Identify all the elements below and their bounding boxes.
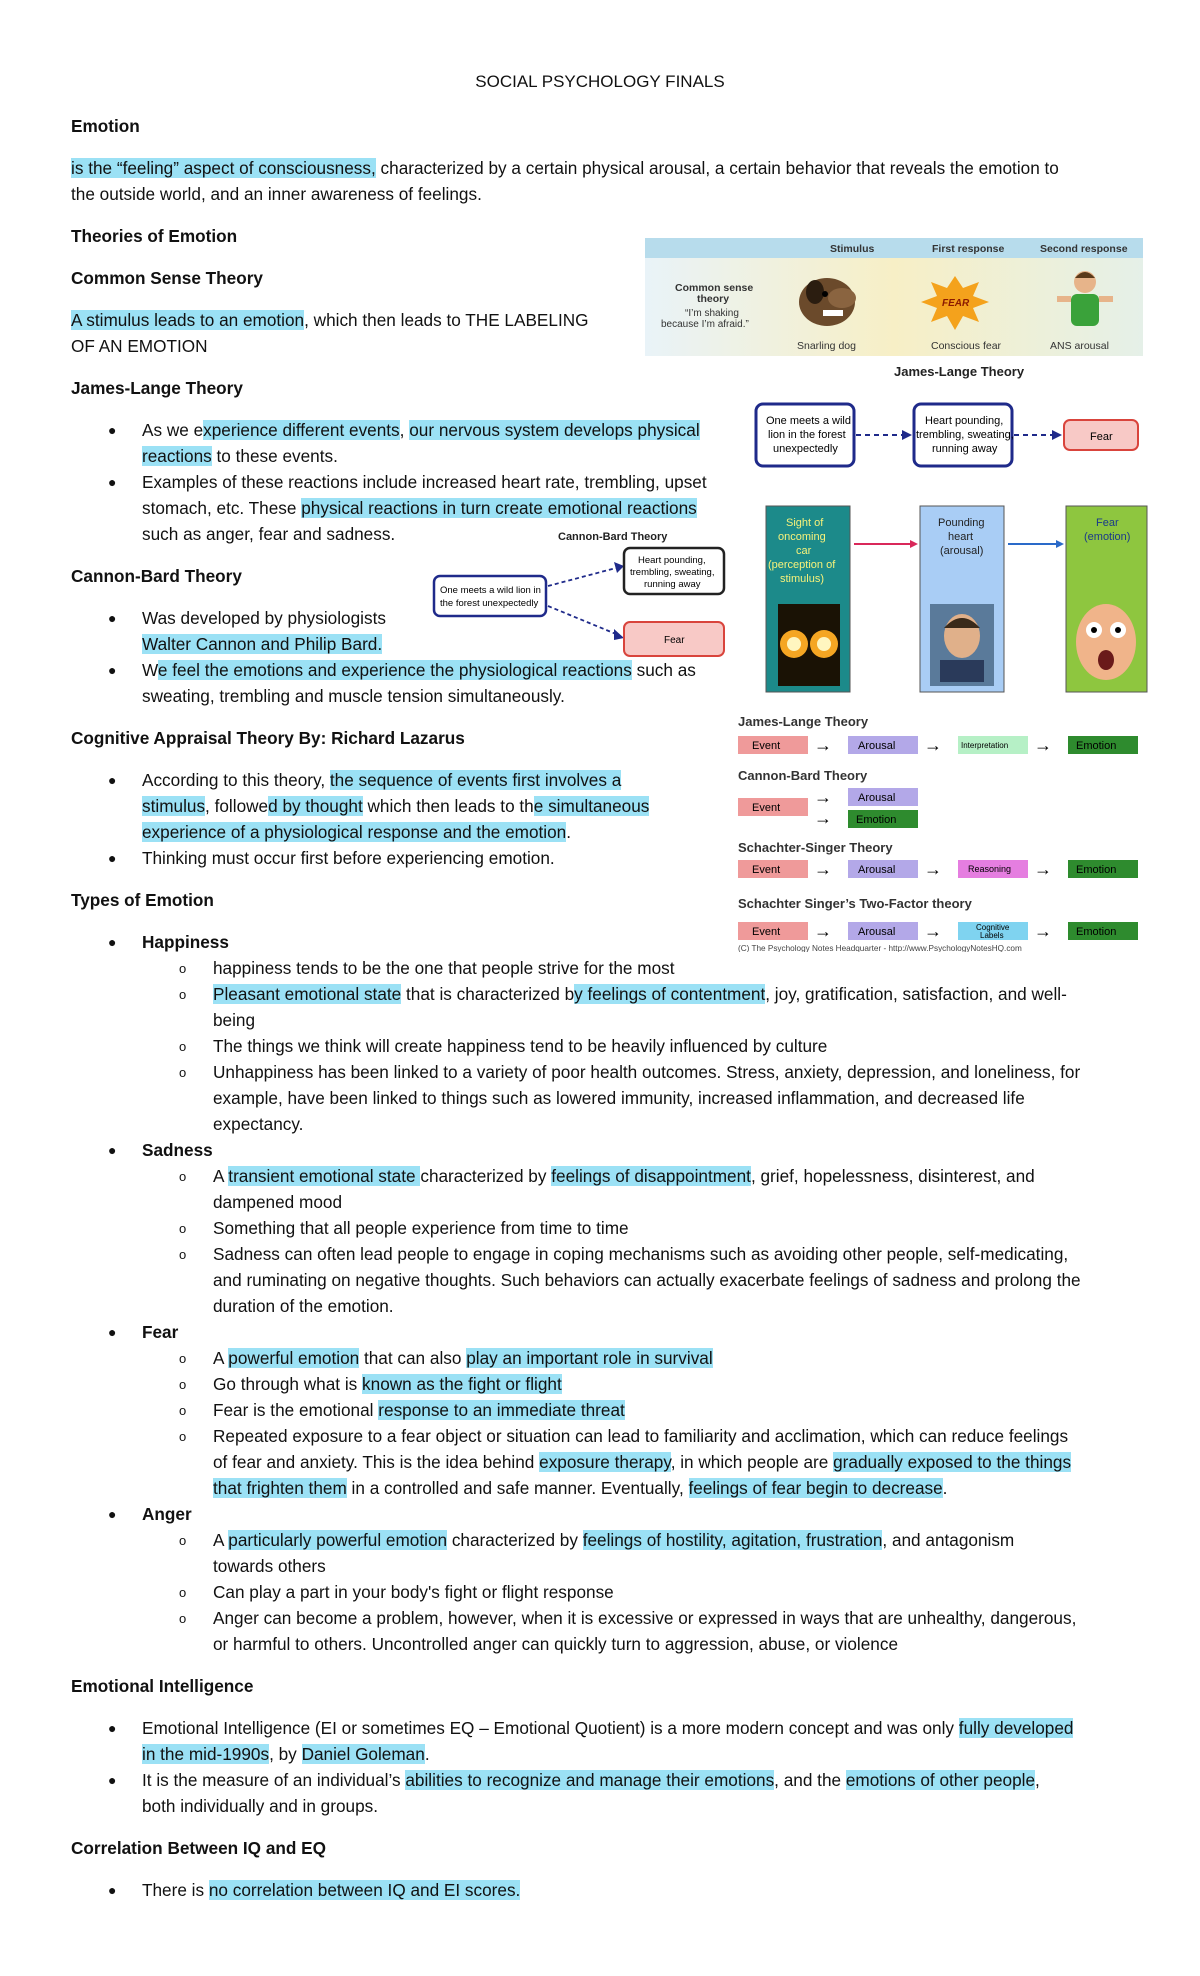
fear-item-4: [179, 1423, 1069, 1449]
bullet-icon: ●: [108, 422, 117, 438]
text: , by: [269, 1744, 302, 1764]
bullet-icon: ●: [108, 1142, 117, 1158]
text: characterized by a certain physical arousal, a certain behavior that reveals the emotion to: [375, 158, 1059, 178]
text: , which then leads to THE LABELING: [304, 310, 589, 330]
highlight: Pleasant emotional state: [213, 984, 402, 1004]
jl-arrowhead-1: [902, 430, 912, 440]
cmp-cb-arousal-label: Arousal: [858, 792, 896, 804]
text: Repeated exposure to a fear object or situation can lead to familiarity and acclimation, which can reduce feelings: [213, 1426, 1069, 1446]
text: which then leads to th: [362, 796, 534, 816]
bullet-icon: ●: [108, 1882, 117, 1898]
arrow-right-icon: →: [1034, 859, 1052, 879]
p2-l3: (arousal): [940, 545, 984, 557]
arrow-right-icon: →: [814, 735, 832, 755]
document-title: SOCIAL PSYCHOLOGY FINALS: [475, 72, 725, 91]
cmp-title-jl: James-Lange Theory: [738, 714, 869, 729]
highlight: y feelings of contentment: [574, 984, 766, 1004]
highlight: our nervous system develops physical: [409, 420, 700, 440]
cmp-title-ss: Schachter-Singer Theory: [738, 840, 893, 855]
cmp-ss2-cog-l2: Labels: [980, 931, 1004, 940]
circle-bullet-icon: o: [179, 1065, 187, 1080]
ei-bullet-1-line2: [142, 1741, 430, 1767]
text: happiness tends to be the one that people strive for the most: [213, 958, 675, 978]
circle-bullet-icon: o: [179, 1429, 187, 1444]
figure-theory-comparison: [736, 712, 1142, 952]
cannon-bard-svg: [430, 526, 730, 660]
sadness-item-1: [179, 1163, 1035, 1189]
circle-bullet-icon: o: [179, 1169, 187, 1184]
highlight: in the mid-1990s: [142, 1744, 270, 1764]
jl-bullet-2-line2: [142, 495, 697, 521]
p1-l3: car: [796, 545, 812, 557]
p1-l4: (perception of: [768, 559, 836, 571]
text: Can play a part in your body's fight or flight response: [213, 1582, 614, 1602]
highlight: d by thought: [268, 796, 363, 816]
cmp-ss-arousal-label: Arousal: [858, 864, 896, 876]
text: , joy, gratification, satisfaction, and well-: [765, 984, 1067, 1004]
jl-arrowhead-2: [1052, 430, 1062, 440]
theory-label-2: theory: [697, 293, 730, 305]
highlight: feelings of hostility, agitation, frustration: [582, 1530, 883, 1550]
bullet-icon: ●: [108, 850, 117, 866]
figure-james-lange-panels: [764, 504, 1149, 694]
text: ,: [1035, 1770, 1040, 1790]
jl-box1-l3: unexpectedly: [773, 443, 838, 455]
terrified-face-icon: [1076, 604, 1136, 680]
cmp-jl-event-label: Event: [752, 740, 781, 752]
arrow-right-icon: →: [1034, 735, 1052, 755]
quote-line-2: because I’m afraid.”: [661, 319, 749, 330]
text: , and the: [774, 1770, 846, 1790]
jl-box1-l1: One meets a wild: [766, 415, 851, 427]
cmp-ss2-arousal-label: Arousal: [858, 926, 896, 938]
jl-bullet-1: [108, 417, 700, 443]
caption-fear: Conscious fear: [931, 340, 1002, 352]
cb-title: Cannon-Bard Theory: [558, 531, 668, 543]
cmp-jl-interpretation-label: Interpretation: [961, 741, 1009, 750]
circle-bullet-icon: o: [179, 1247, 187, 1262]
figure-common-sense-theory: [645, 238, 1143, 356]
p3-l2: (emotion): [1084, 531, 1131, 543]
cmp-title-ss2: Schachter Singer’s Two-Factor theory: [738, 896, 972, 911]
p1-l2: oncoming: [778, 531, 826, 543]
emotion-definition-line2: the outside world, and an inner awareness of feelings.: [71, 184, 482, 204]
cb-box3: Fear: [664, 635, 685, 646]
circle-bullet-icon: o: [179, 1377, 187, 1392]
type-anger: [108, 1501, 192, 1527]
text: According to this theory,: [142, 770, 330, 790]
figure-james-lange-flow: [752, 362, 1142, 474]
bullet-icon: ●: [108, 772, 117, 788]
type-sadness: [108, 1137, 213, 1163]
sadness-item-3-line3: duration of the emotion.: [213, 1296, 394, 1316]
cb-box2-l1: Heart pounding,: [638, 555, 706, 566]
arrow-right-icon: →: [924, 859, 942, 879]
highlight: particularly powerful emotion: [228, 1530, 448, 1550]
text: to these events.: [211, 446, 338, 466]
figure-cannon-bard-flow: [430, 526, 730, 660]
cb-box2-l2: trembling, sweating,: [630, 567, 715, 578]
jl-bullet-1-line2: [142, 443, 338, 469]
happiness-item-3: [179, 1033, 828, 1059]
bullet-icon: ●: [108, 662, 117, 678]
sadness-item-1-line2: dampened mood: [213, 1192, 342, 1212]
text: , followe: [205, 796, 269, 816]
ei-bullet-1: [108, 1715, 1074, 1741]
highlight: exposure therapy: [539, 1452, 671, 1472]
fear-item-4-line3: [213, 1475, 947, 1501]
arrow-right-icon: →: [924, 921, 942, 941]
jl-bullet-2-line3: such as anger, fear and sadness.: [142, 524, 396, 544]
text: Anger: [142, 1504, 192, 1524]
circle-bullet-icon: o: [179, 1221, 187, 1236]
highlight: response to an immediate threat: [378, 1400, 625, 1420]
anger-item-3-line2: or harmful to others. Uncontrolled anger can quickly turn to aggression, abuse, or violence: [213, 1634, 899, 1654]
text: of fear and anxiety. This is the idea behind: [213, 1452, 540, 1472]
heading-common-sense: Common Sense Theory: [71, 268, 263, 288]
p1-l1: Sight of: [786, 517, 824, 529]
caption-ans: ANS arousal: [1050, 340, 1109, 352]
cog-bullet-1-line2: [142, 793, 649, 819]
text: in a controlled and safe manner. Eventually,: [346, 1478, 689, 1498]
circle-bullet-icon: o: [179, 1351, 187, 1366]
col-stimulus: Stimulus: [830, 243, 875, 255]
cmp-jl-arousal-label: Arousal: [858, 740, 896, 752]
text: Happiness: [142, 932, 229, 952]
text: Go through what is: [213, 1374, 363, 1394]
text: Something that all people experience from time to time: [213, 1218, 629, 1238]
anger-item-1: [179, 1527, 1015, 1553]
sadness-item-2: [179, 1215, 629, 1241]
bullet-icon: ●: [108, 1720, 117, 1736]
common-sense-line1: [71, 307, 589, 333]
text: There is: [142, 1880, 209, 1900]
highlight: known as the fight or flight: [362, 1374, 562, 1394]
highlight: that frighten them: [213, 1478, 347, 1498]
anger-item-2: [179, 1579, 614, 1605]
quote-line-1: “I’m shaking: [685, 308, 739, 319]
cmp-ss2-event-label: Event: [752, 926, 781, 938]
jl-box2-l2: trembling, sweating,: [916, 429, 1014, 441]
text: Unhappiness has been linked to a variety of poor health outcomes. Stress, anxiety, depression, and loneliness, for: [213, 1062, 1081, 1082]
highlight: no correlation between IQ and EI scores.: [208, 1880, 521, 1900]
text: Sadness can often lead people to engage in coping mechanisms such as avoiding other people, self-medicating,: [213, 1244, 1069, 1264]
sadness-item-3-line2: and ruminating on negative thoughts. Such behaviors can actually exacerbate feelings of sadness and prolong the: [213, 1270, 1081, 1290]
jl-bullet-2: [108, 469, 707, 495]
highlight: play an important role in survival: [466, 1348, 713, 1368]
cmp-ss-event-label: Event: [752, 864, 781, 876]
cb-bullet-2-line2: sweating, trembling and muscle tension simultaneously.: [142, 686, 565, 706]
cb-box2-l3: running away: [644, 579, 701, 590]
ei-bullet-2-line2: both individually and in groups.: [142, 1796, 379, 1816]
heading-iq-eq: Correlation Between IQ and EQ: [71, 1838, 326, 1858]
cmp-ss2-cog-l1: Cognitive: [976, 923, 1010, 932]
text: Was developed by physiologists: [142, 608, 386, 628]
arrow-right-icon: →: [814, 921, 832, 941]
anger-item-3: [179, 1605, 1077, 1631]
cb-box-stimulus: [434, 576, 546, 616]
happiness-item-2: [179, 981, 1067, 1007]
heading-emotion: Emotion: [71, 116, 140, 136]
text: Examples of these reactions include increased heart rate, trembling, upset: [142, 472, 707, 492]
circle-bullet-icon: o: [179, 961, 187, 976]
cmp-title-cb: Cannon-Bard Theory: [738, 768, 868, 783]
text: that can also: [359, 1348, 467, 1368]
text: stomach, etc. These: [142, 498, 302, 518]
text: Emotional Intelligence (EI or sometimes EQ – Emotional Quotient) is a more modern concept and was only: [142, 1718, 959, 1738]
text: Thinking must occur first before experiencing emotion.: [142, 848, 555, 868]
happiness-item-4-line3: expectancy.: [213, 1114, 304, 1134]
highlight: e feel the emotions and experience the physiological reactions: [157, 660, 632, 680]
bullet-icon: ●: [108, 1506, 117, 1522]
panel-arrowhead-1: [910, 540, 918, 548]
fear-label: FEAR: [942, 298, 970, 309]
bullet-icon: ●: [108, 934, 117, 950]
james-lange-svg: [752, 362, 1142, 474]
driver-face-icon: [930, 604, 994, 686]
cog-bullet-1-line3: [142, 819, 571, 845]
highlight: powerful emotion: [228, 1348, 360, 1368]
p1-l5: stimulus): [780, 573, 825, 585]
cb-bullet-1: [108, 605, 386, 631]
jl-title: James-Lange Theory: [894, 364, 1025, 379]
highlight: experience of a physiological response and the emotion: [142, 822, 567, 842]
text: .: [566, 822, 572, 842]
highlight: Daniel Goleman: [301, 1744, 425, 1764]
cmp-jl-emotion-label: Emotion: [1076, 740, 1117, 752]
jl-box3: Fear: [1090, 431, 1113, 443]
text: Sadness: [142, 1140, 213, 1160]
text: A: [213, 1348, 229, 1368]
text: The things we think will create happiness tend to be heavily influenced by culture: [213, 1036, 828, 1056]
common-sense-svg: [645, 238, 1143, 356]
text: characterized by: [447, 1530, 583, 1550]
happiness-item-4: [179, 1059, 1081, 1085]
highlight: xperience different events: [203, 420, 400, 440]
heading-emotional-intelligence: Emotional Intelligence: [71, 1676, 254, 1696]
caption-dog: Snarling dog: [797, 340, 856, 352]
cb-box1-l2: the forest unexpectedly: [440, 598, 539, 609]
fear-item-4-line2: [213, 1449, 1071, 1475]
highlight: fully developed: [958, 1718, 1074, 1738]
text: such as: [631, 660, 696, 680]
highlight: is the “feeling” aspect of consciousness,: [71, 158, 376, 178]
text: .: [424, 1744, 430, 1764]
circle-bullet-icon: o: [179, 1585, 187, 1600]
col-first-response: First response: [932, 243, 1005, 255]
cb-bullet-2: [108, 657, 696, 683]
text: characterized by: [420, 1166, 552, 1186]
text: Fear: [142, 1322, 179, 1342]
theory-label-1: Common sense: [675, 282, 754, 294]
text: , grief, hopelessness, disinterest, and: [750, 1166, 1035, 1186]
heading-james-lange: James-Lange Theory: [71, 378, 243, 398]
cmp-cb-event-label: Event: [752, 802, 781, 814]
text: ,: [399, 420, 410, 440]
ei-bullet-2: [108, 1767, 1040, 1793]
cmp-ss2-emotion-label: Emotion: [1076, 926, 1117, 938]
jl-box2-l3: running away: [932, 443, 998, 455]
text: that is characterized b: [401, 984, 575, 1004]
fear-item-3: [179, 1397, 625, 1423]
arrow-right-icon: →: [814, 859, 832, 879]
highlight: feelings of disappointment: [551, 1166, 751, 1186]
heading-theories: Theories of Emotion: [71, 226, 238, 246]
col-second-response: Second response: [1040, 243, 1128, 255]
text: .: [942, 1478, 948, 1498]
highlight: transient emotional state: [228, 1166, 421, 1186]
fear-item-2: [179, 1371, 562, 1397]
text: Fear is the emotional: [213, 1400, 379, 1420]
cmp-cb-emotion-label: Emotion: [856, 814, 897, 826]
type-happiness: [108, 929, 229, 955]
jl-box2-l1: Heart pounding,: [925, 415, 1004, 427]
panel-arrowhead-2: [1056, 540, 1064, 548]
highlight: reactions: [142, 446, 212, 466]
happiness-item-1: [179, 955, 675, 981]
fear-item-1: [179, 1345, 713, 1371]
bullet-icon: ●: [108, 1324, 117, 1340]
cb-arrow-up: [548, 568, 616, 586]
cb-box1-l1: One meets a wild lion in: [440, 585, 541, 596]
sadness-item-3: [179, 1241, 1069, 1267]
highlight: A stimulus leads to an emotion: [71, 310, 305, 330]
panels-svg: [764, 504, 1149, 694]
heading-cognitive-appraisal: Cognitive Appraisal Theory By: Richard Lazarus: [71, 728, 465, 748]
cmp-credit: (C) The Psychology Notes Headquarter - http://www.PsychologyNotesHQ.com: [738, 944, 1022, 952]
comparison-svg: [736, 712, 1142, 952]
highlight: stimulus: [142, 796, 206, 816]
circle-bullet-icon: o: [179, 1533, 187, 1548]
cb-arrow-down: [548, 606, 616, 634]
p3-l1: Fear: [1096, 517, 1119, 529]
heading-types-of-emotion: Types of Emotion: [71, 890, 214, 910]
circle-bullet-icon: o: [179, 987, 187, 1002]
cog-bullet-2: [108, 845, 555, 871]
cb-arrowhead-down: [614, 629, 624, 640]
arrow-right-icon: →: [924, 735, 942, 755]
highlight: the sequence of events first involves a: [329, 770, 622, 790]
happiness-item-2-line2: being: [213, 1010, 256, 1030]
arrow-right-icon: →: [1034, 921, 1052, 941]
happiness-item-4-line2: example, have been linked to things such as lowered immunity, increased inflammation, and decreased life: [213, 1088, 1025, 1108]
text: W: [142, 660, 158, 680]
cmp-ss-reasoning-label: Reasoning: [968, 864, 1012, 874]
text: , in which people are: [670, 1452, 834, 1472]
cb-arrowhead-up: [614, 562, 624, 573]
jl-box1-l2: lion in the forest: [768, 429, 846, 441]
highlight: gradually exposed to the things: [833, 1452, 1072, 1472]
p2-l2: heart: [948, 531, 974, 543]
circle-bullet-icon: o: [179, 1403, 187, 1418]
circle-bullet-icon: o: [179, 1611, 187, 1626]
text: It is the measure of an individual’s: [142, 1770, 406, 1790]
highlight: Walter Cannon and Philip Bard.: [142, 634, 383, 654]
highlight: abilities to recognize and manage their emotions: [405, 1770, 775, 1790]
bullet-icon: ●: [108, 1772, 117, 1788]
arrow-right-icon: →: [814, 787, 832, 807]
p2-l1: Pounding: [938, 517, 985, 529]
bullet-icon: ●: [108, 610, 117, 626]
cmp-ss-emotion-label: Emotion: [1076, 864, 1117, 876]
text: A: [213, 1166, 229, 1186]
highlight: feelings of fear begin to decrease: [688, 1478, 943, 1498]
arrow-right-icon: →: [814, 808, 832, 828]
heading-cannon-bard: Cannon-Bard Theory: [71, 566, 242, 586]
circle-bullet-icon: o: [179, 1039, 187, 1054]
text: Anger can become a problem, however, when it is excessive or expressed in ways that are unhealthy, dangerous,: [213, 1608, 1077, 1628]
emotion-definition-line1: [71, 155, 1059, 181]
oncoming-car-headlights-icon: [778, 604, 840, 686]
cb-bullet-1-line2: [142, 631, 382, 657]
text: A: [213, 1530, 229, 1550]
anger-item-1-line2: towards others: [213, 1556, 326, 1576]
type-fear: [108, 1319, 179, 1345]
iq-eq-bullet-1: [108, 1877, 521, 1903]
text: , and antagonism: [882, 1530, 1015, 1550]
highlight: e simultaneous: [533, 796, 650, 816]
bullet-icon: ●: [108, 474, 117, 490]
highlight: physical reactions in turn create emotional reactions: [301, 498, 697, 518]
cog-bullet-1: [108, 767, 622, 793]
highlight: emotions of other people: [845, 1770, 1036, 1790]
text: As we e: [142, 420, 204, 440]
common-sense-line2: OF AN EMOTION: [71, 336, 208, 356]
